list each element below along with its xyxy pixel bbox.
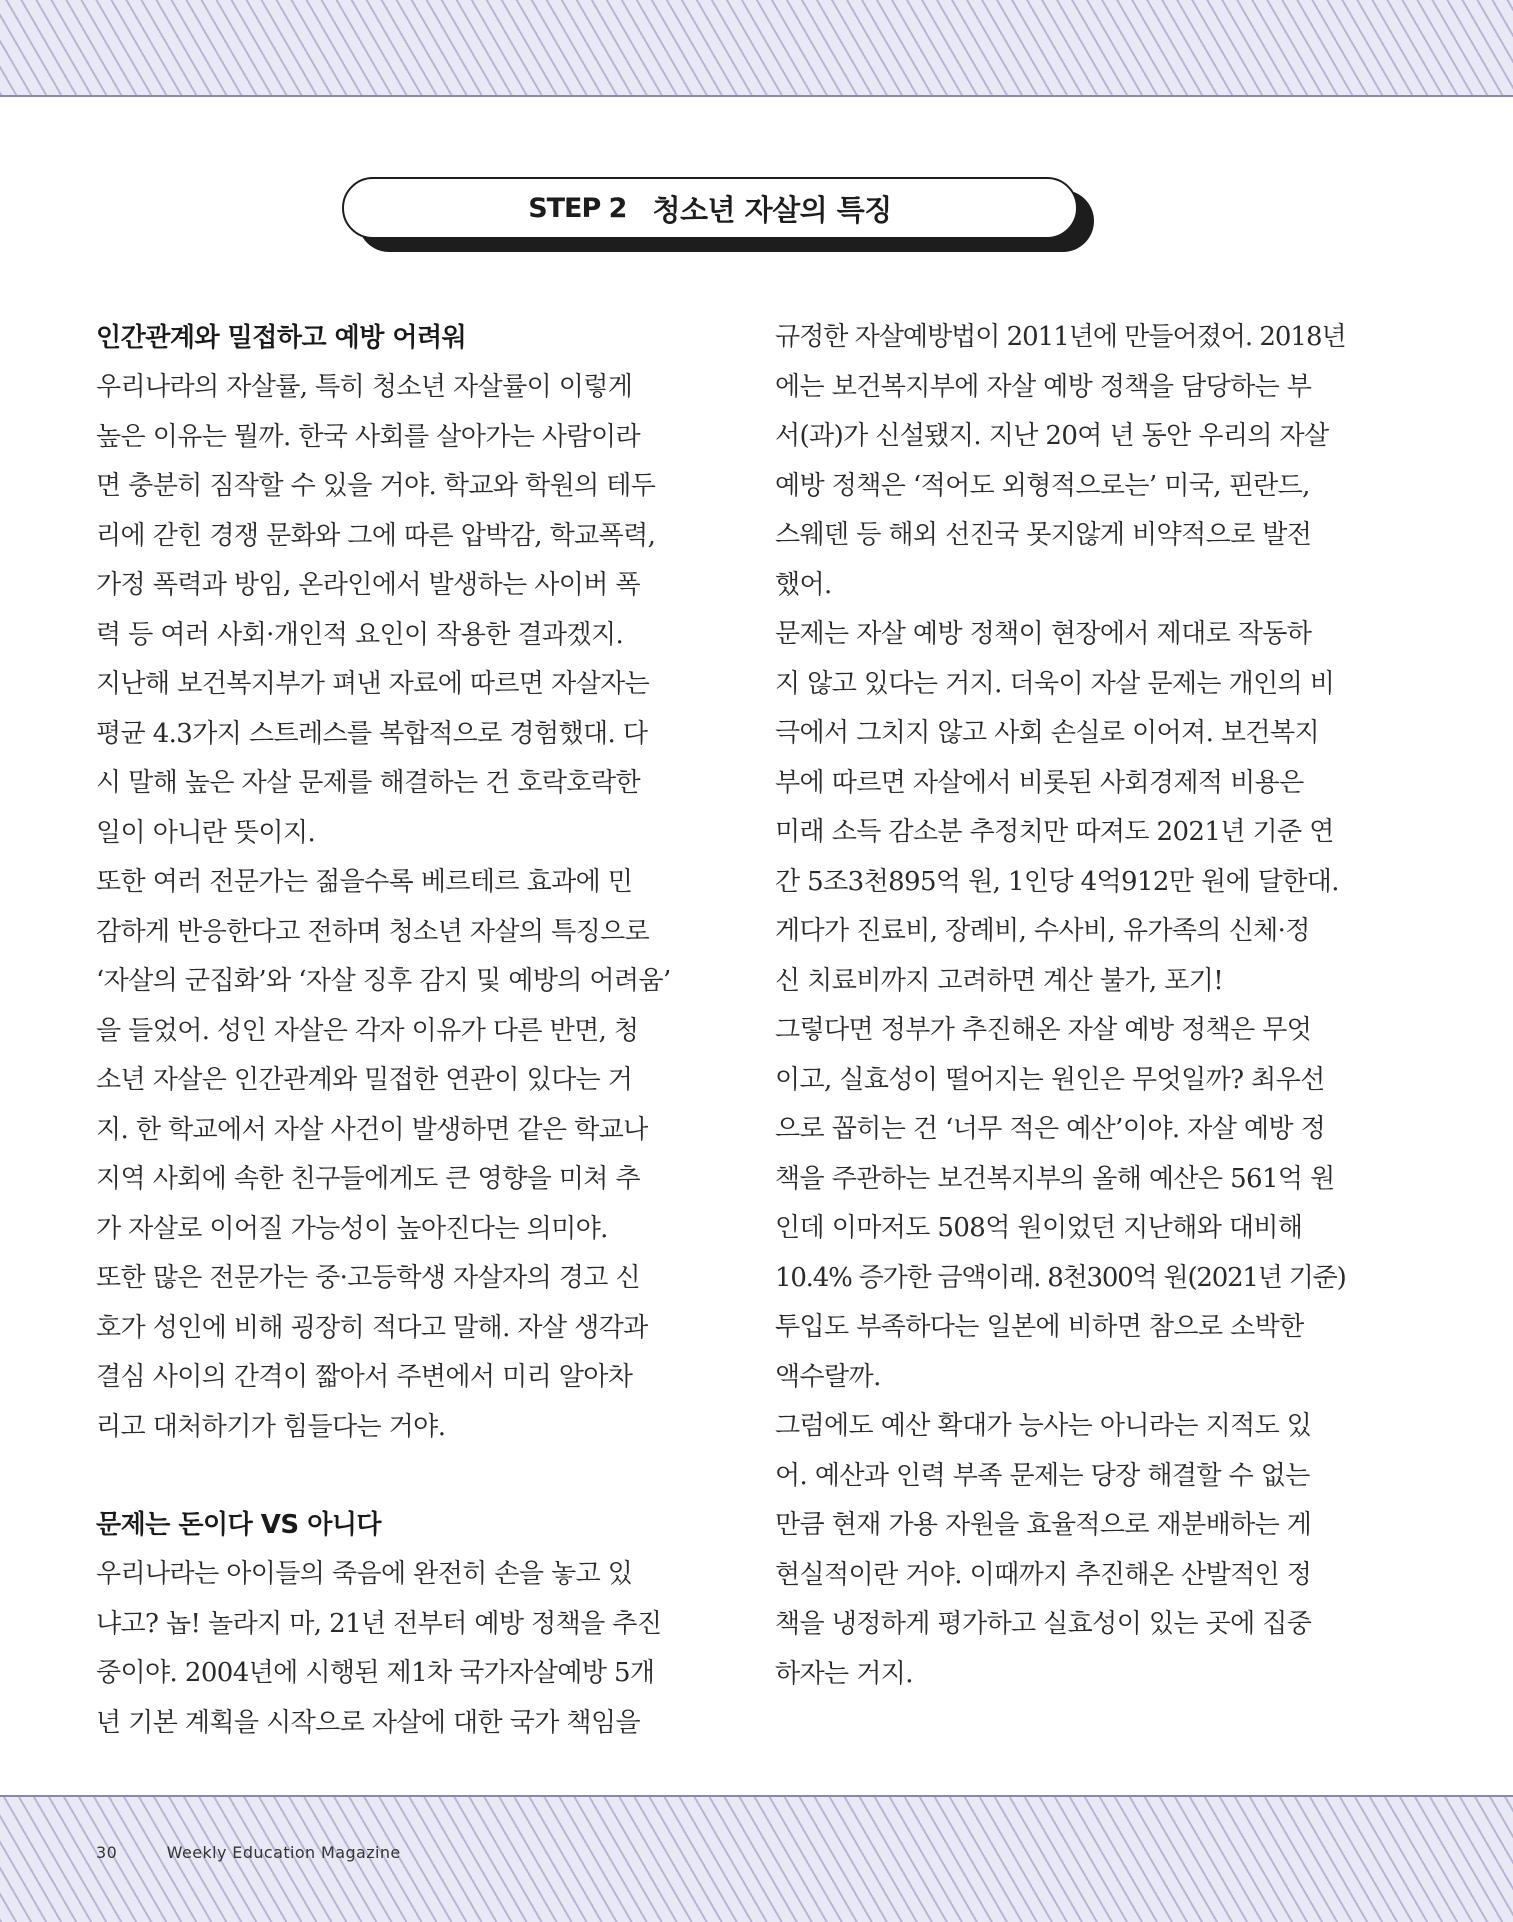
top-pattern-band — [0, 0, 1513, 97]
text-line: 높은 이유는 뭘까. 한국 사회를 살아가는 사람이라 — [96, 421, 640, 452]
text-line: 간 5조3천895억 원, 1인당 4억912만 원에 달한대. — [775, 866, 1339, 897]
paragraph — [96, 1550, 671, 1748]
text-line: 서(과)가 신설됐지. 지난 20여 년 동안 우리의 자살 — [775, 421, 1329, 451]
text-line: 했어. — [775, 569, 832, 600]
paragraph — [775, 1006, 1350, 1402]
text-line: 력 등 여러 사회·개인적 요인이 작용한 결과겠지. — [96, 619, 624, 650]
paragraph — [96, 858, 671, 1254]
text-line: 문제는 자살 예방 정책이 현장에서 제대로 작동하 — [775, 619, 1312, 649]
right-column — [775, 313, 1350, 1699]
text-line: 하자는 거지. — [775, 1658, 913, 1689]
text-line: 시 말해 높은 자살 문제를 해결하는 건 호락호락한 — [96, 768, 640, 798]
text-line: 감하게 반응한다고 전하며 청소년 자살의 특징으로 — [96, 916, 650, 947]
step-banner — [342, 177, 1078, 239]
step-title: 청소년 자살의 특징 — [652, 192, 892, 227]
text-line: 부에 따르면 자살에서 비롯된 사회경제적 비용은 — [775, 767, 1304, 798]
section-2-body — [96, 1550, 671, 1748]
text-line: 현실적이란 거야. 이때까지 추진해온 산발적인 정 — [775, 1559, 1312, 1590]
text-line: 스웨덴 등 해외 선진국 못지않게 비약적으로 발전 — [775, 520, 1312, 550]
text-line: 면 충분히 짐작할 수 있을 거야. 학교와 학원의 테두 — [96, 471, 656, 501]
text-line: 지. 한 학교에서 자살 사건이 발생하면 같은 학교나 — [96, 1114, 648, 1145]
paragraph — [96, 1254, 671, 1452]
page-number: 30 — [96, 1843, 118, 1862]
text-line: 그렇다면 정부가 추진해온 자살 예방 정책은 무엇 — [775, 1015, 1312, 1045]
text-line: 게다가 진료비, 장례비, 수사비, 유가족의 신체·정 — [775, 916, 1310, 946]
paragraph — [96, 660, 671, 858]
text-line: 어. 예산과 인력 부족 문제는 당장 해결할 수 없는 — [775, 1460, 1310, 1491]
text-line: 인데 이마저도 508억 원이었던 지난해와 대비해 — [775, 1213, 1303, 1243]
text-line: 또한 많은 전문가는 중·고등학생 자살자의 경고 신 — [96, 1263, 640, 1293]
text-line: 또한 여러 전문가는 젊을수록 베르테르 효과에 민 — [96, 867, 633, 897]
text-line: 만큼 현재 가용 자원을 효율적으로 재분배하는 게 — [775, 1510, 1312, 1540]
magazine-name: Weekly Education Magazine — [166, 1843, 401, 1862]
section-1-body — [96, 363, 671, 1452]
text-line: 10.4% 증가한 금액이래. 8천300억 원(2021년 기준) — [775, 1262, 1346, 1293]
paragraph — [775, 1402, 1350, 1699]
text-line: 예방 정책은 ‘적어도 외형적으로는’ 미국, 핀란드, — [775, 470, 1310, 501]
page-footer — [96, 1843, 401, 1862]
text-line: 중이야. 2004년에 시행된 제1차 국가자살예방 5개 — [96, 1658, 655, 1688]
text-line: 그럼에도 예산 확대가 능사는 아니라는 지적도 있 — [775, 1411, 1312, 1441]
text-line: 지 않고 있다는 거지. 더욱이 자살 문제는 개인의 비 — [775, 668, 1335, 699]
text-line: 투입도 부족하다는 일본에 비하면 참으로 소박한 — [775, 1312, 1304, 1342]
text-line: 일이 아니란 뜻이지. — [96, 817, 316, 848]
text-line: 을 들었어. 성인 자살은 각자 이유가 다른 반면, 청 — [96, 1015, 639, 1046]
text-line: 결심 사이의 간격이 짧아서 주변에서 미리 알아차 — [96, 1362, 633, 1392]
paragraph — [775, 610, 1350, 1006]
text-line: 가 자살로 이어질 가능성이 높아진다는 의미야. — [96, 1213, 608, 1244]
text-line: 미래 소득 감소분 추정치만 따져도 2021년 기준 연 — [775, 817, 1334, 847]
text-line: 책을 냉정하게 평가하고 실효성이 있는 곳에 집중 — [775, 1609, 1312, 1639]
text-line: 책을 주관하는 보건복지부의 올해 예산은 561억 원 — [775, 1163, 1335, 1194]
paragraph — [775, 313, 1350, 610]
step-label: STEP 2 — [528, 192, 627, 224]
text-line: 리고 대처하기가 힘들다는 거야. — [96, 1411, 446, 1442]
left-column — [96, 313, 671, 1748]
text-line: 으로 꼽히는 건 ‘너무 적은 예산’이야. 자살 예방 정 — [775, 1114, 1326, 1144]
section-heading-2: 문제는 돈이다 VS 아니다 — [96, 1510, 382, 1540]
text-line: 극에서 그치지 않고 사회 손실로 이어져. 보건복지 — [775, 718, 1319, 748]
text-line: 년 기본 계획을 시작으로 자살에 대한 국가 책임을 — [96, 1707, 640, 1738]
text-line: 호가 성인에 비해 굉장히 적다고 말해. 자살 생각과 — [96, 1312, 648, 1343]
text-line: 액수랄까. — [775, 1361, 881, 1392]
text-line: 지역 사회에 속한 친구들에게도 큰 영향을 미쳐 추 — [96, 1164, 640, 1194]
text-line: 규정한 자살예방법이 2011년에 만들어졌어. 2018년 — [775, 322, 1346, 352]
text-line: 우리나라의 자살률, 특히 청소년 자살률이 이렇게 — [96, 372, 633, 402]
text-line: 신 치료비까지 고려하면 계산 불가, 포기! — [775, 965, 1224, 996]
text-line: 소년 자살은 인간관계와 밀접한 연관이 있다는 거 — [96, 1065, 633, 1095]
text-line: 가정 폭력과 방임, 온라인에서 발생하는 사이버 폭 — [96, 570, 640, 600]
text-line: ‘자살의 군집화’와 ‘자살 징후 감지 및 예방의 어려움’ — [96, 966, 671, 996]
text-line: 냐고? 놉! 놀라지 마, 21년 전부터 예방 정책을 추진 — [96, 1608, 662, 1639]
text-line: 지난해 보건복지부가 펴낸 자료에 따르면 자살자는 — [96, 669, 650, 699]
section-heading-1: 인간관계와 밀접하고 예방 어려워 — [96, 323, 467, 353]
text-line: 이고, 실효성이 떨어지는 원인은 무엇일까? 최우선 — [775, 1064, 1325, 1095]
text-line: 우리나라는 아이들의 죽음에 완전히 손을 놓고 있 — [96, 1559, 633, 1589]
text-line: 에는 보건복지부에 자살 예방 정책을 담당하는 부 — [775, 371, 1312, 402]
text-line: 리에 갇힌 경쟁 문화와 그에 따른 압박감, 학교폭력, — [96, 520, 656, 551]
text-line: 평균 4.3가지 스트레스를 복합적으로 경험했대. 다 — [96, 718, 648, 749]
paragraph — [96, 363, 671, 660]
